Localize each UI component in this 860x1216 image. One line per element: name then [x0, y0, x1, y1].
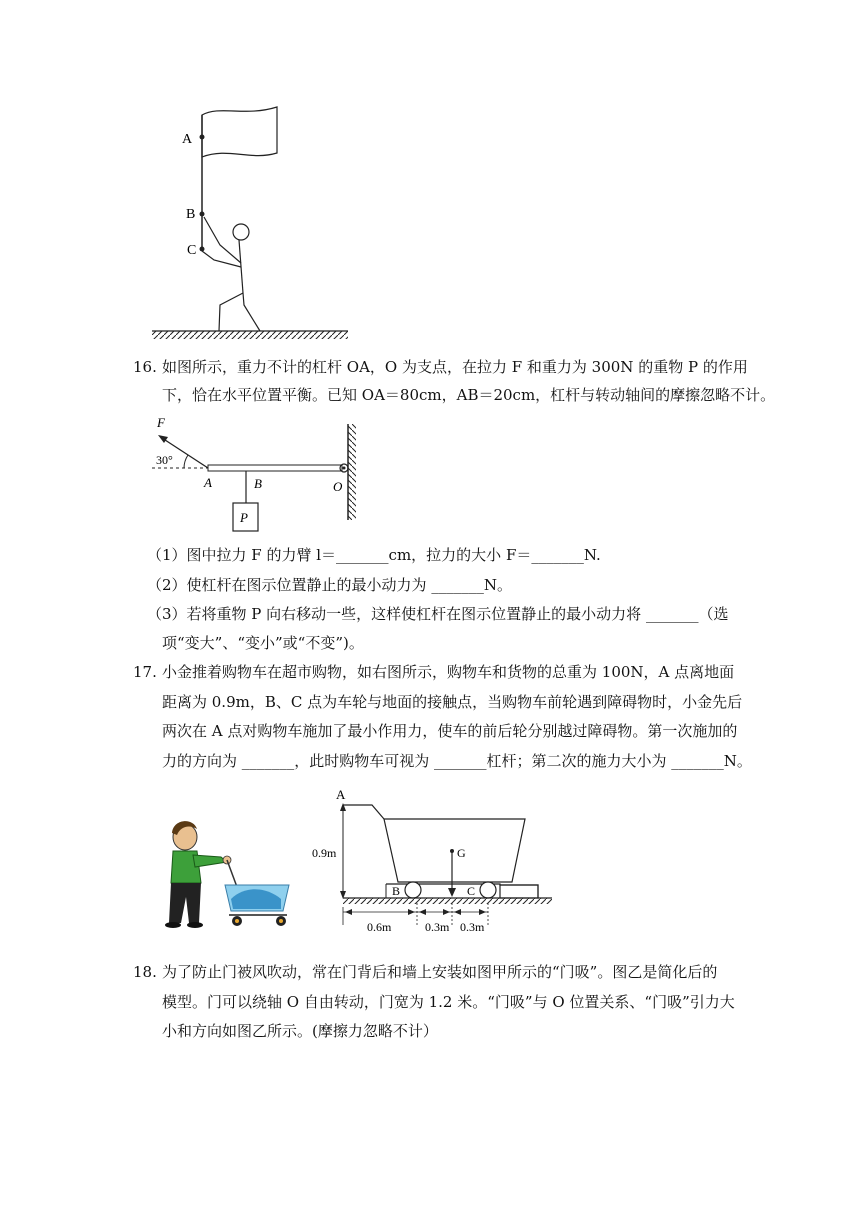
- label-angle: 30°: [156, 453, 173, 467]
- question-18-text-line1: 为了防止门被风吹动，常在门背后和墙上安装如图甲所示的“门吸”。图乙是简化后的: [162, 963, 718, 981]
- question-16-sub3-line1: （3）若将重物 P 向右移动一些，这样使杠杆在图示位置静止的最小动力将 _______（选: [147, 605, 729, 623]
- figure-cart-diagram: [300, 785, 560, 940]
- label-p: P: [240, 510, 248, 525]
- label-height: 0.9m: [312, 846, 337, 860]
- label-dim-0-3m-2: 0.3m: [460, 920, 485, 934]
- label-b: B: [186, 207, 196, 222]
- question-16-number: 16.: [133, 358, 157, 376]
- question-16-sub3-line2: 项“变大”、“变小”或“不变”)。: [162, 634, 364, 652]
- label-f: F: [157, 415, 165, 430]
- figure-lever-oa: [148, 412, 368, 538]
- question-17-text-line1: 小金推着购物车在超市购物，如右图所示，购物车和货物的总重为 100N，A 点离地面: [162, 663, 735, 681]
- question-16-sub1: （1）图中拉力 F 的力臂 l＝_______cm，拉力的大小 F＝_______N.: [147, 546, 601, 564]
- question-16-text-line2: 下，恰在水平位置平衡。已知 OA＝80cm，AB＝20cm，杠杆与转动轴间的摩擦忽略不计。: [162, 386, 776, 404]
- question-18-text-line3: 小和方向如图乙所示。(摩擦力忽略不计）: [162, 1022, 438, 1040]
- question-18-number: 18.: [133, 963, 157, 981]
- label-b: B: [392, 884, 401, 898]
- question-16-text-line1: 如图所示，重力不计的杠杆 OA，O 为支点，在拉力 F 和重力为 300N 的重物 P 的作用: [162, 358, 748, 376]
- label-dim-0-6m: 0.6m: [367, 920, 392, 934]
- question-17-text-line4: 力的方向为 _______，此时购物车可视为 _______杠杆；第二次的施力大小为 _______N。: [162, 752, 752, 770]
- question-17-text-line2: 距离为 0.9m，B、C 点为车轮与地面的接触点，当购物车前轮遇到障碍物时，小金先后: [162, 693, 743, 711]
- figure-flag-pole: [140, 95, 360, 345]
- label-c: C: [467, 884, 476, 898]
- question-17-text-line3: 两次在 A 点对购物车施加了最小作用力，使车的前后轮分别越过障碍物。第一次施加的: [162, 722, 738, 740]
- label-b: B: [254, 476, 262, 491]
- label-a: A: [336, 787, 346, 802]
- label-dim-0-3m-1: 0.3m: [425, 920, 450, 934]
- label-a: A: [182, 132, 193, 147]
- label-o: O: [333, 479, 343, 494]
- question-16-sub2: （2）使杠杆在图示位置静止的最小动力为 _______N。: [147, 576, 512, 594]
- question-17-number: 17.: [133, 663, 157, 681]
- label-g: G: [457, 846, 466, 860]
- figure-person-cart: [155, 815, 295, 935]
- question-18-text-line2: 模型。门可以绕轴 O 自由转动，门宽为 1.2 米。“门吸”与 O 位置关系、“门吸”引力大: [162, 993, 735, 1011]
- label-a: A: [204, 475, 212, 490]
- label-c: C: [187, 243, 197, 258]
